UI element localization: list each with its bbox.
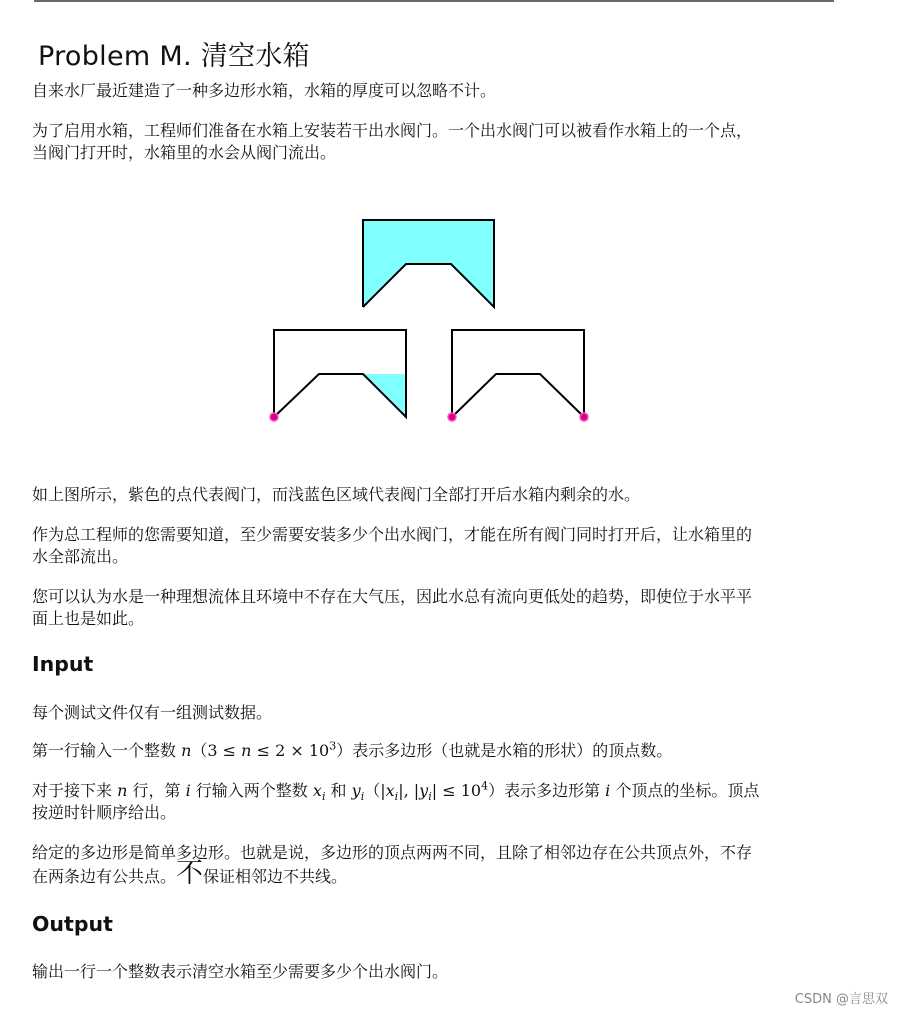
abs-sep: |, | (398, 781, 420, 800)
input-p3-text-d: 和 (325, 781, 352, 800)
watermark: CSDN @言思双 (794, 992, 888, 1007)
right-tank-outline (452, 330, 584, 417)
input-p3-text-c: 行输入两个整数 (190, 781, 313, 800)
abs-open: （| (364, 781, 386, 800)
var-n: n (181, 741, 192, 760)
input-paragraph-4-line-2 (32, 858, 832, 889)
input-p2-tail: ）表示多边形（也就是水箱的形状）的顶点数。 (336, 741, 673, 760)
output-heading: Output (32, 912, 113, 936)
var-x: x (385, 781, 395, 800)
input-p3-text-j: 个顶点的坐标。顶点 (610, 781, 760, 800)
coord-bound: | ≤ 10 (431, 781, 482, 800)
range-exponent: 3 (329, 739, 337, 753)
top-rule (34, 0, 834, 2)
input-p3-text-h: ）表示多边形第 (488, 781, 606, 800)
right-tank-valve-left (448, 413, 456, 421)
task-paragraph-line-2: 水全部流出。 (32, 547, 129, 566)
var-i: i (605, 781, 611, 800)
problem-title: Problem M. 清空水箱 (38, 41, 310, 73)
input-heading: Input (32, 652, 94, 676)
input-p3-text-b: 行，第 (127, 781, 186, 800)
intro-paragraph-1: 自来水厂最近建造了一种多边形水箱，水箱的厚度可以忽略不计。 (32, 81, 497, 100)
sub-i: i (428, 790, 432, 804)
coord-exponent: 4 (481, 779, 489, 793)
input-paragraph-4-line-1: 给定的多边形是简单多边形。也就是说，多边形的顶点两两不同，且除了相邻边存在公共顶点外，不存 (32, 843, 753, 862)
input-p3-text-a: 对于接下来 (32, 781, 118, 800)
var-n: n (117, 781, 128, 800)
input-paragraph-1: 每个测试文件仅有一组测试数据。 (32, 703, 273, 722)
sub-i: i (360, 790, 365, 804)
var-n-in-range: n (241, 741, 252, 760)
input-paragraph-3-line-1 (32, 779, 832, 804)
sub-i: i (321, 790, 326, 804)
input-p2-text: 第一行输入一个整数 (32, 741, 182, 760)
figure-caption-paragraph: 如上图所示，紫色的点代表阀门，而浅蓝色区域代表阀门全部打开后水箱内剩余的水。 (32, 485, 641, 504)
right-tank-valve-right (580, 413, 588, 421)
range-open: （3 ≤ (191, 741, 242, 760)
input-p4-text-a: 在两条边有公共点。 (32, 867, 177, 886)
input-paragraph-3-line-2: 按逆时针顺序给出。 (32, 803, 177, 822)
var-y: y (351, 781, 361, 800)
range-bound: ≤ 2 × 10 (251, 741, 330, 760)
left-tank-valve (270, 413, 278, 421)
fluid-paragraph-line-1: 您可以认为水是一种理想流体且环境中不存在大气压，因此水总有流向更低处的趋势，即使位于水平平 (32, 587, 753, 606)
left-tank-outline (274, 330, 406, 417)
intro-paragraph-2-line-2: 当阀门打开时，水箱里的水会从阀门流出。 (32, 143, 337, 162)
sub-i: i (394, 790, 399, 804)
intro-paragraph-2-line-1: 为了启用水箱，工程师们准备在水箱上安装若干出水阀门。一个出水阀门可以被看作水箱上的一个点， (32, 121, 753, 140)
input-paragraph-2 (32, 740, 832, 761)
water-tank-figure (260, 210, 600, 430)
var-y: y (419, 781, 429, 800)
emphasized-not: 不 (176, 858, 204, 889)
var-x: x (312, 781, 322, 800)
task-paragraph-line-1: 作为总工程师的您需要知道，至少需要安装多少个出水阀门，才能在所有阀门同时打开后，让水箱里的 (32, 525, 753, 544)
output-paragraph-1: 输出一行一个整数表示清空水箱至少需要多少个出水阀门。 (32, 962, 449, 981)
var-i: i (185, 781, 191, 800)
input-p4-text-b: 保证相邻边不共线。 (203, 867, 348, 886)
fluid-paragraph-line-2: 面上也是如此。 (32, 609, 145, 628)
